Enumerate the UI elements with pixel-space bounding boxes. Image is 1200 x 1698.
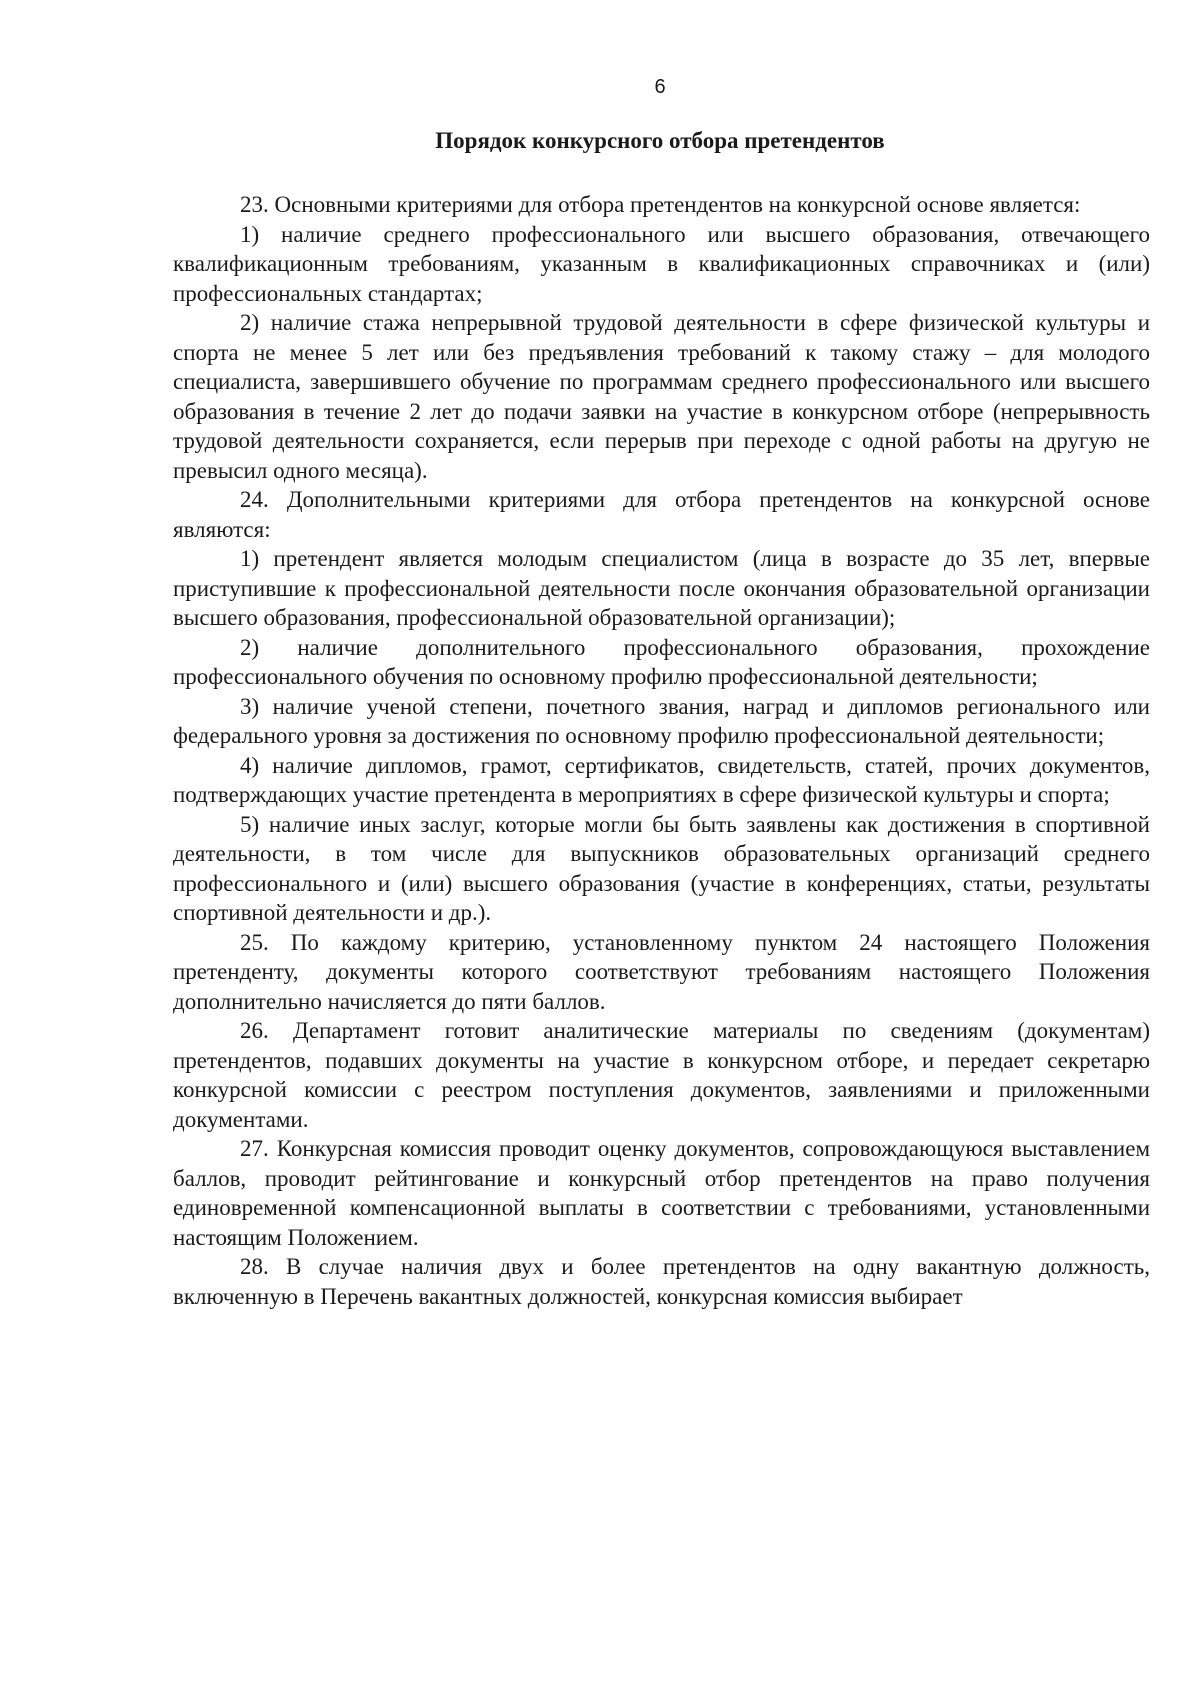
paragraph-23: 23. Основными критериями для отбора претендентов на конкурсной основе является:: [240, 192, 1081, 217]
paragraph-23-item-2: 2) наличие стажа непрерывной трудовой деятельности в сфере физической культуры и спорта не менее 5 лет или без предъявления требований к такому стажу – для молодого специалиста, завершившего обучение по программам среднего профессионального или высшего образования в течение 2 лет до подачи заявки на участие в конкурсном отборе (непрерывность трудовой деятельности сохраняется, если перерыв при переходе с одной работы на другую не превысил одного месяца).: [173, 310, 1150, 483]
paragraph-27: 27. Конкурсная комиссия проводит оценку документов, сопровождающуюся выставлением баллов, проводит рейтингование и конкурсный отбор претендентов на право получения единовременной компенсационной выплаты в соответствии с требованиями, установленными настоящим Положением.: [173, 1136, 1150, 1250]
paragraph-24-item-3: 3) наличие ученой степени, почетного звания, наград и дипломов регионального или федерального уровня за достижения по основному профилю профессиональной деятельности;: [173, 693, 1150, 748]
paragraph-26: 26. Департамент готовит аналитические материалы по сведениям (документам) претендентов, подавших документы на участие в конкурсном отборе, и передает секретарю конкурсной комиссии с реестром поступления документов, заявлениями и приложенными документами.: [173, 1018, 1150, 1132]
document-body: [173, 190, 1150, 1311]
paragraph-24-item-5: 5) наличие иных заслуг, которые могли бы быть заявлены как достижения в спортивной деятельности, в том числе для выпускников образовательных организаций среднего профессионального и (или) высшего образования (участие в конференциях, статьи, результаты спортивной деятельности и др.).: [173, 811, 1150, 925]
paragraph-24: 24. Дополнительными критериями для отбора претендентов на конкурсной основе являются:: [173, 487, 1150, 542]
paragraph-24-item-1: 1) претендент является молодым специалистом (лица в возрасте до 35 лет, впервые приступившие к профессиональной деятельности после окончания образовательной организации высшего образования, профессиональной образовательной организации);: [173, 546, 1150, 630]
paragraph-24-item-2: 2) наличие дополнительного профессионального образования, прохождение профессионального обучения по основному профилю профессиональной деятельности;: [173, 634, 1150, 689]
paragraph-23-item-1: 1) наличие среднего профессионального или высшего образования, отвечающего квалификационным требованиям, указанным в квалификационных справочниках и (или) профессиональных стандартах;: [173, 221, 1150, 306]
paragraph-24-item-4: 4) наличие дипломов, грамот, сертификатов, свидетельств, статей, прочих документов, подтверждающих участие претендента в мероприятиях в сфере физической культуры и спорта;: [173, 752, 1150, 807]
section-title: Порядок конкурсного отбора претендентов: [435, 128, 885, 153]
page-number: 6: [654, 76, 666, 98]
paragraph-25: 25. По каждому критерию, установленному пунктом 24 настоящего Положения претенденту, документы которого соответствуют требованиям настоящего Положения дополнительно начисляется до пяти баллов.: [173, 929, 1150, 1014]
paragraph-28: 28. В случае наличия двух и более претендентов на одну вакантную должность, включенную в Перечень вакантных должностей, конкурсная комиссия выбирает: [173, 1254, 1150, 1309]
